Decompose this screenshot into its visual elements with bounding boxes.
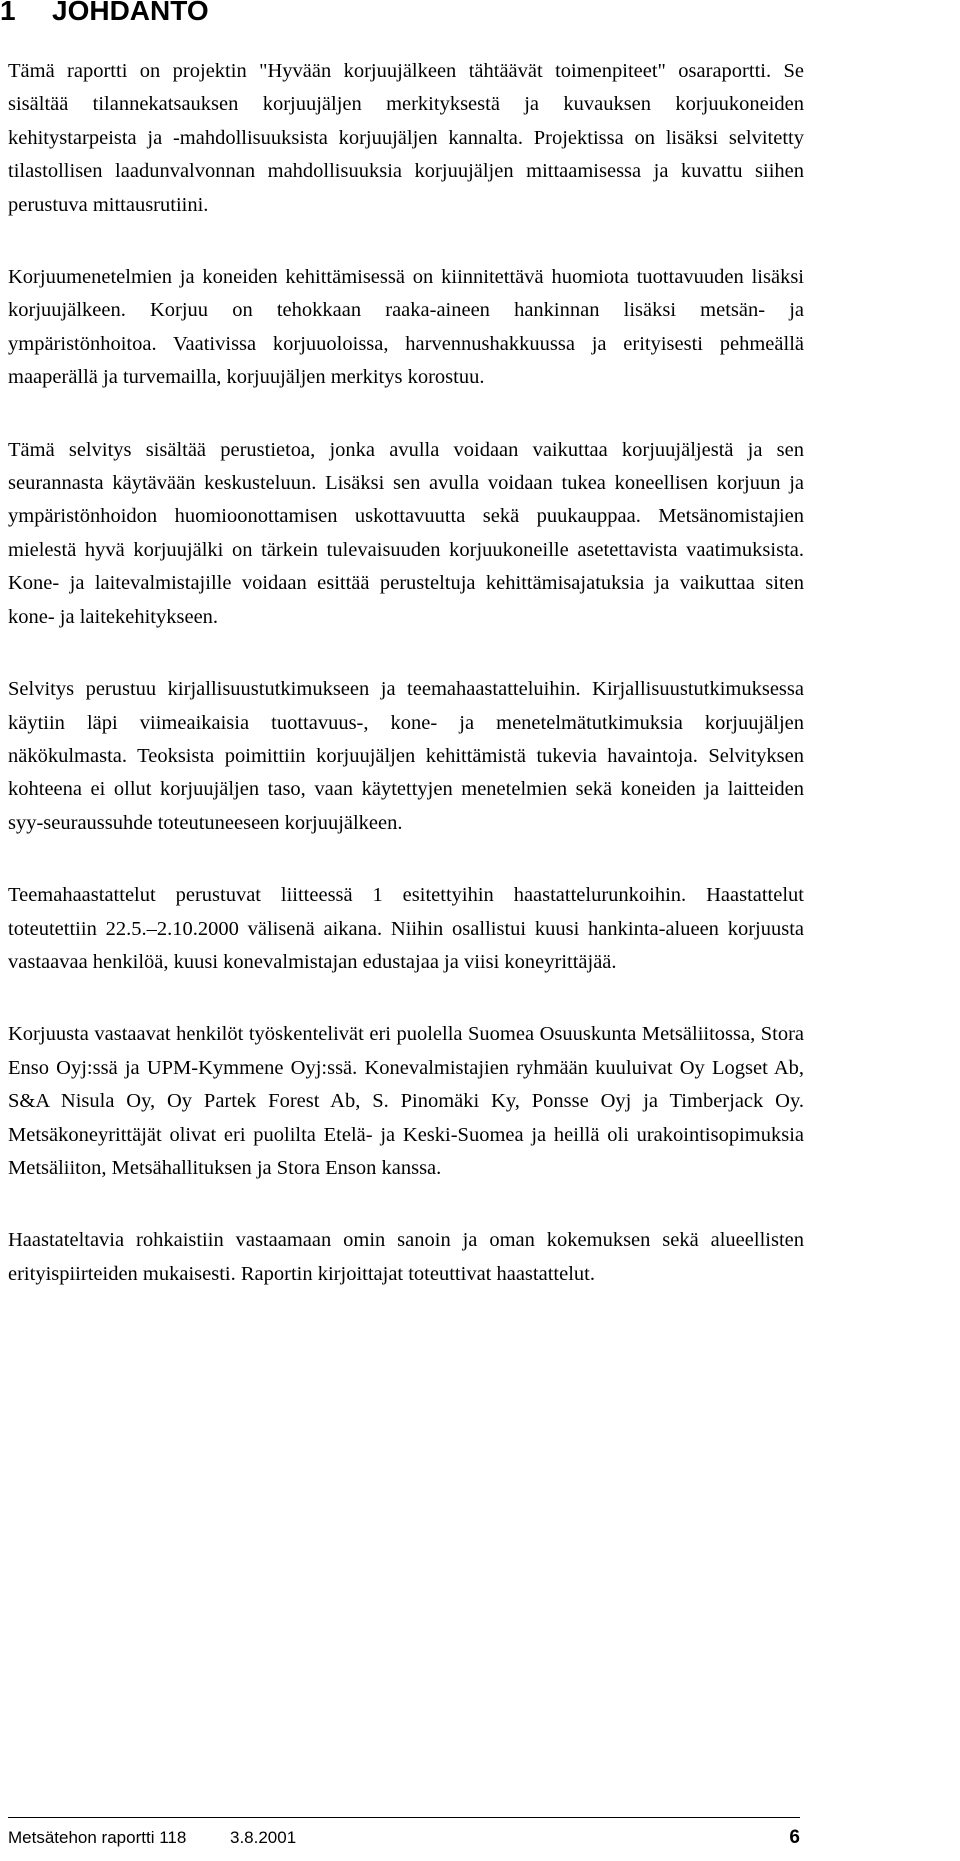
footer-divider bbox=[8, 1817, 800, 1818]
paragraph: Selvitys perustuu kirjallisuustutkimukseen ja teemahaastatteluihin. Kirjallisuustutkimuksessa käytiin läpi viimeaikaisia tuottavuus-, kone- ja menetelmätutkimuksia korjuujäljen näkökulmasta. Teoksista poimittiin korjuujäljen kehittämistä tukevia havaintoja. Selvityksen kohteena ei ollut korjuujäljen taso, vaan käytettyjen menetelmien sekä koneiden ja laitteiden syy-seuraussuhde toteutuneeseen korjuujälkeen. bbox=[8, 678, 804, 834]
chapter-number: 1 bbox=[0, 0, 16, 26]
publication-name: Metsätehon raportti 118 bbox=[8, 1828, 187, 1847]
page-footer bbox=[8, 1826, 800, 1850]
publication-date: 3.8.2001 bbox=[230, 1828, 297, 1847]
chapter-title: JOHDANTO bbox=[52, 0, 209, 26]
page-number: 6 bbox=[789, 1827, 800, 1848]
paragraph: Korjuumenetelmien ja koneiden kehittämisessä on kiinnitettävä huomiota tuottavuuden lisäksi korjuujälkeen. Korjuu on tehokkaan raaka-aineen hankinnan lisäksi metsän- ja ympäristönhoitoa. Vaativissa korjuuoloissa, harvennushakkuussa ja erityisesti pehmeällä maaperällä ja turvemailla, korjuujäljen merkitys korostuu. bbox=[8, 266, 804, 389]
paragraph: Haastateltavia rohkaistiin vastaamaan omin sanoin ja oman kokemuksen sekä alueellisten erityispiirteiden mukaisesti. Raportin kirjoittajat toteuttivat haastattelut. bbox=[8, 1229, 804, 1285]
paragraph: Tämä selvitys sisältää perustietoa, jonka avulla voidaan vaikuttaa korjuujäljestä ja sen seurannasta käytävään keskusteluun. Lisäksi sen avulla voidaan tukea koneellisen korjuun ja ympäristönhoidon huomioonottamisen uskottavuutta sekä puukauppaa. Metsänomistajien mielestä hyvä korjuujälki on tärkein tulevaisuuden korjuukoneille asetettavista vaatimuksista. Kone- ja laitevalmistajille voidaan esittää perusteltuja kehittämisajatuksia ja vaikuttaa siten kone- ja laitekehitykseen. bbox=[8, 438, 804, 628]
body-text bbox=[8, 55, 804, 1330]
chapter-heading bbox=[0, 0, 209, 28]
paragraph: Tämä raportti on projektin "Hyvään korjuujälkeen tähtäävät toimenpiteet" osaraportti. Se sisältää tilannekatsauksen korjuujäljen merkityksestä ja kuvauksen korjuukoneiden kehitystarpeista ja -mahdollisuuksista korjuujäljen kannalta. Projektissa on lisäksi selvitetty tilastollisen laadunvalvonnan mahdollisuuksia korjuujäljen mittaamisessa ja kuvattu siihen perustuva mittausrutiini. bbox=[8, 60, 804, 216]
paragraph: Teemahaastattelut perustuvat liitteessä 1 esitettyihin haastattelurunkoihin. Haastattelut toteutettiin 22.5.–2.10.2000 välisenä aikana. Niihin osallistui kuusi hankinta-alueen korjuusta vastaavaa henkilöä, kuusi konevalmistajan edustajaa ja viisi koneyrittäjää. bbox=[8, 884, 804, 973]
paragraph: Korjuusta vastaavat henkilöt työskentelivät eri puolella Suomea Osuuskunta Metsäliitossa, Stora Enso Oyj:ssä ja UPM-Kymmene Oyj:ssä. Konevalmistajien ryhmään kuuluivat Oy Logset Ab, S&A Nisula Oy, Oy Partek Forest Ab, S. Pinomäki Ky, Ponsse Oyj ja Timberjack Oy. Metsäkoneyrittäjät olivat eri puolilta Etelä- ja Keski-Suomea ja heillä oli urakointisopimuksia Metsäliiton, Metsähallituksen ja Stora Enson kanssa. bbox=[8, 1023, 804, 1179]
